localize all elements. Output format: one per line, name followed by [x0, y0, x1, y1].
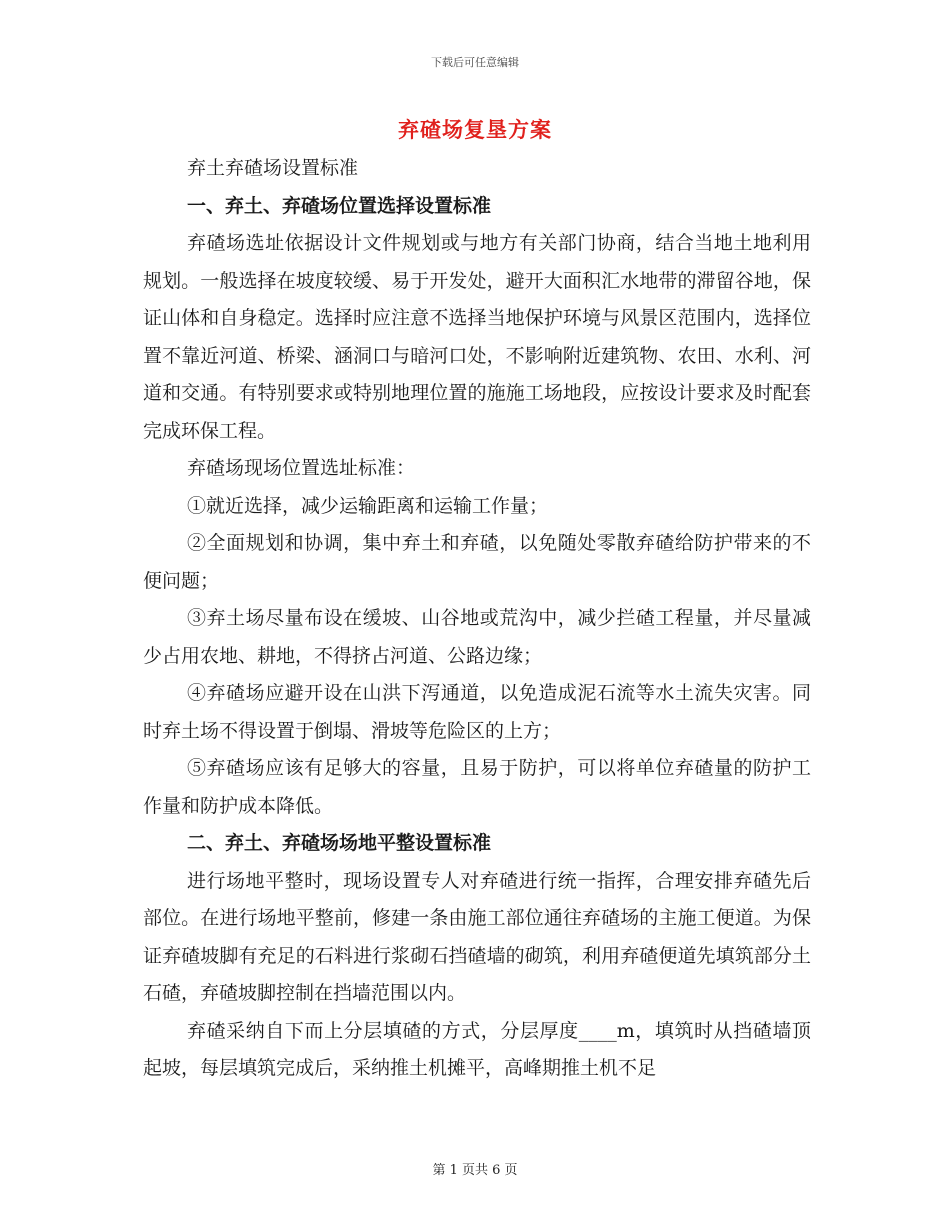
body-paragraph: 弃碴采纳自下而上分层填碴的方式，分层厚度____m，填筑时从挡碴墙顶起坡，每层填筑完成后，采纳推土机摊平，高峰期推土机不足 — [143, 1019, 811, 1079]
body-paragraph: ⑤弃碴场应该有足够大的容量，且易于防护，可以将单位弃碴量的防护工作量和防护成本降低。 — [143, 757, 811, 817]
document-title: 弃碴场复垦方案 — [398, 117, 552, 142]
document-body — [143, 150, 811, 1088]
section-heading: 一、弃土、弃碴场位置选择设置标准 — [187, 194, 492, 217]
body-paragraph: ②全面规划和协调，集中弃土和弃碴，以免随处零散弃碴给防护带来的不便问题； — [143, 532, 811, 592]
page-header-note: 下载后可任意编辑 — [431, 56, 519, 69]
body-paragraph: ①就近选择，减少运输距离和运输工作量； — [187, 494, 549, 517]
body-paragraph: ④弃碴场应避开设在山洪下泻通道，以免造成泥石流等水土流失灾害。同时弃土场不得设置于倒塌、滑坡等危险区的上方； — [143, 682, 811, 742]
section-heading: 二、弃土、弃碴场场地平整设置标准 — [187, 832, 492, 854]
body-paragraph: 弃碴场现场位置选址标准： — [187, 457, 416, 479]
body-paragraph: ③弃土场尽量布设在缓坡、山谷地或荒沟中，减少拦碴工程量，并尽量减少占用农地、耕地，不得挤占河道、公路边缘； — [143, 607, 811, 667]
body-paragraph: 弃土弃碴场设置标准 — [187, 157, 359, 179]
body-paragraph: 弃碴场选址依据设计文件规划或与地方有关部门协商，结合当地土地利用规划。一般选择在坡度较缓、易于开发处，避开大面积汇水地带的滞留谷地，保证山体和自身稳定。选择时应注意不选择当地保护环境与风景区范围内，选择位置不靠近河道、桥梁、涵洞口与暗河口处，不影响附近建筑物、农田、水利、河道和交通。有特别要求或特别地理位置的施施工场地段，应按设计要求及时配套完成环保工程。 — [143, 232, 811, 442]
page-footer-number: 第 1 页共 6 页 — [432, 1163, 518, 1178]
body-paragraph: 进行场地平整时，现场设置专人对弃碴进行统一指挥，合理安排弃碴先后部位。在进行场地平整前，修建一条由施工部位通往弃碴场的主施工便道。为保证弃碴坡脚有充足的石料进行浆砌石挡碴墙的砌筑，利用弃碴便道先填筑部分土石碴，弃碴坡脚控制在挡墙范围以内。 — [143, 869, 811, 1004]
